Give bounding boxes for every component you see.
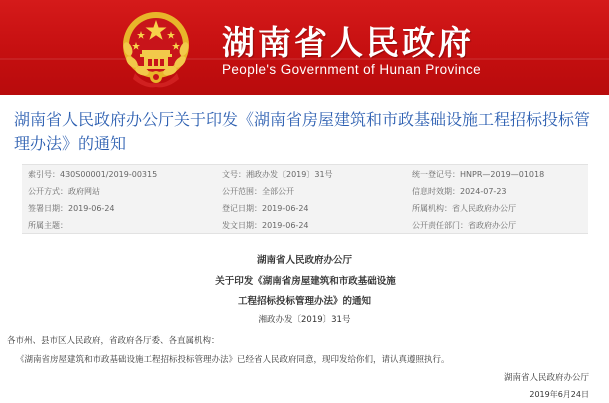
metadata-value: 全部公开 xyxy=(262,187,294,196)
notice-title-line-1: 关于印发《湖南省房屋建筑和市政基础设施 xyxy=(215,276,396,287)
metadata-cell xyxy=(222,219,309,233)
metadata-value: 政府网站 xyxy=(68,187,100,196)
metadata-label: 发文日期： xyxy=(222,221,262,230)
metadata-cell xyxy=(28,202,115,216)
signature-organization: 湖南省人民政府办公厅 xyxy=(503,373,589,383)
metadata-label: 所属机构： xyxy=(412,204,452,213)
metadata-row xyxy=(22,185,588,199)
metadata-label: 信息时效期： xyxy=(412,187,460,196)
document-title: 湖南省人民政府办公厅关于印发《湖南省房屋建筑和市政基础设施工程招标投标管理办法》的通知 xyxy=(14,110,591,153)
addressee-line: 各市州、县市区人民政府，省政府各厅委、各直属机构： xyxy=(7,336,220,346)
metadata-value: 湘政办发〔2019〕31号 xyxy=(246,170,333,179)
metadata-label: 签署日期： xyxy=(28,204,68,213)
metadata-value: 省政府办公厅 xyxy=(468,221,516,230)
metadata-label: 登记日期： xyxy=(222,204,262,213)
notice-title-line-2: 工程招标投标管理办法》的通知 xyxy=(237,296,371,307)
metadata-value: 430S00001/2019-00315 xyxy=(60,170,158,179)
metadata-label: 统一登记号： xyxy=(412,170,460,179)
body-paragraph: 《湖南省房屋建筑和市政基础设施工程招标投标管理办法》已经省人民政府同意，现印发给你们，请认真遵照执行。 xyxy=(16,355,450,365)
metadata-cell xyxy=(222,185,294,199)
metadata-label: 所属主题： xyxy=(28,221,68,230)
metadata-row xyxy=(22,202,588,216)
site-subtitle: People's Government of Hunan Province xyxy=(222,62,482,77)
metadata-value: 2024-07-23 xyxy=(460,187,507,196)
metadata-label: 公开责任部门： xyxy=(412,221,468,230)
metadata-label: 公开方式： xyxy=(28,187,68,196)
metadata-row xyxy=(22,168,588,182)
metadata-cell xyxy=(28,185,100,199)
national-emblem-icon xyxy=(117,7,195,89)
metadata-label: 公开范围： xyxy=(222,187,262,196)
metadata-label: 文号： xyxy=(222,170,246,179)
issuer-heading: 湖南省人民政府办公厅 xyxy=(256,255,352,266)
signature-date: 2019年6月24日 xyxy=(529,390,589,399)
metadata-cell xyxy=(412,185,507,199)
metadata-cell xyxy=(222,168,333,182)
metadata-value: 2019-06-24 xyxy=(262,221,309,230)
metadata-cell xyxy=(412,202,516,216)
document-number: 湘政办发〔2019〕31号 xyxy=(258,315,351,325)
metadata-value: 2019-06-24 xyxy=(68,204,115,213)
document-metadata-table xyxy=(22,164,588,234)
metadata-cell xyxy=(222,202,309,216)
metadata-cell xyxy=(28,219,68,233)
metadata-cell xyxy=(412,168,544,182)
metadata-label: 索引号： xyxy=(28,170,60,179)
metadata-value: 省人民政府办公厅 xyxy=(452,204,516,213)
metadata-value: HNPR—2019—01018 xyxy=(460,170,545,179)
metadata-cell xyxy=(28,168,157,182)
metadata-row xyxy=(22,219,588,233)
metadata-cell xyxy=(412,219,516,233)
site-header-banner xyxy=(0,0,609,95)
site-title: 湖南省人民政府 xyxy=(222,23,474,62)
metadata-value: 2019-06-24 xyxy=(262,204,309,213)
